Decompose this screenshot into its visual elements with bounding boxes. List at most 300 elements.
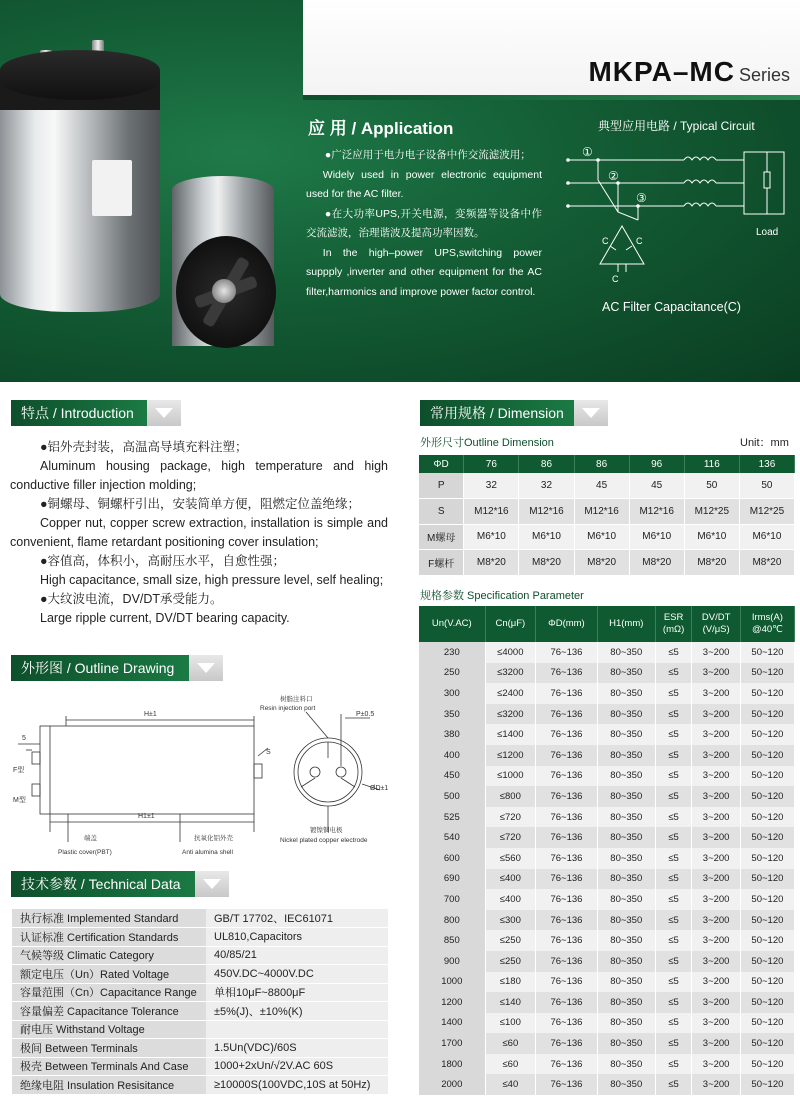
spec-cell: 80~350 <box>597 848 655 869</box>
spec-cell: 3~200 <box>692 930 740 951</box>
spec-cell: 80~350 <box>597 663 655 684</box>
dim-cell: M8*20 <box>629 550 684 576</box>
dim-cell: 45 <box>574 473 629 499</box>
section-header-label: 特点 / Introduction <box>11 400 147 426</box>
spec-cell: 80~350 <box>597 807 655 828</box>
dim-header-cell: 76 <box>464 455 519 473</box>
table-row <box>419 910 795 931</box>
table-row <box>419 992 795 1013</box>
electrode-cn-label: 镀镍铜电极 <box>310 827 343 834</box>
spec-cell: 3~200 <box>692 663 740 684</box>
spec-cell: 690 <box>419 869 485 890</box>
spec-cell: 50~120 <box>740 1013 794 1034</box>
spec-header-line: Un(V.AC) <box>431 618 472 629</box>
table-row <box>419 807 795 828</box>
spec-cell: ≤5 <box>655 704 692 725</box>
spec-cell: ≤40 <box>485 1074 535 1095</box>
spec-cell: ≤180 <box>485 972 535 993</box>
dim-cell: M8*20 <box>574 550 629 576</box>
application-paragraph: Widely used in power electronic equipment used for the AC filter. <box>306 168 542 200</box>
spec-cell: 76~136 <box>536 663 598 684</box>
spec-cell: 80~350 <box>597 827 655 848</box>
spec-cell: ≤5 <box>655 807 692 828</box>
spec-header-cell <box>536 606 598 642</box>
spec-cell: ≤5 <box>655 724 692 745</box>
dim-cell: M12*16 <box>574 499 629 525</box>
spec-cell: 50~120 <box>740 848 794 869</box>
spec-cell: ≤800 <box>485 786 535 807</box>
circuit-number-2: ② <box>608 169 619 183</box>
spec-cell: ≤100 <box>485 1013 535 1034</box>
spec-cell: 50~120 <box>740 807 794 828</box>
spec-cell: 50~120 <box>740 827 794 848</box>
table-row <box>419 499 795 525</box>
spec-cell: ≤400 <box>485 869 535 890</box>
spec-cell: 50~120 <box>740 704 794 725</box>
spec-cell: 900 <box>419 951 485 972</box>
tech-value: ≥10000S(100VDC,10S at 50Hz) <box>206 1076 388 1095</box>
spec-cell: 80~350 <box>597 1074 655 1095</box>
shell-cn-label: 抗氧化铝外壳 <box>194 835 233 842</box>
spec-cell: 80~350 <box>597 724 655 745</box>
spec-header-line: Cn(μF) <box>495 618 526 629</box>
spec-cell: 50~120 <box>740 992 794 1013</box>
dim-cell: 32 <box>464 473 519 499</box>
dim-header-cell: 136 <box>739 455 794 473</box>
dim-p-label: P±0.5 <box>356 711 375 718</box>
spec-cell: 50~120 <box>740 910 794 931</box>
dim-cell: M12*25 <box>739 499 794 525</box>
spec-cell: 76~136 <box>536 724 598 745</box>
spec-cell: 76~136 <box>536 1074 598 1095</box>
spec-cell: 76~136 <box>536 848 598 869</box>
cover-en-label: Plastic cover(PBT) <box>58 849 112 856</box>
spec-cell: ≤2400 <box>485 683 535 704</box>
spec-cell: 3~200 <box>692 704 740 725</box>
chevron-down-icon <box>195 871 229 897</box>
table-row <box>419 766 795 787</box>
unit-label: Unit：mm <box>740 437 789 449</box>
table-row <box>419 972 795 993</box>
dim-cell: M12*16 <box>519 499 574 525</box>
spec-cell: 76~136 <box>536 930 598 951</box>
spec-header-cell <box>597 606 655 642</box>
spec-cell: 3~200 <box>692 683 740 704</box>
shell-en-label: Anti alumina shell <box>182 849 233 856</box>
section-header-dimension <box>420 400 608 426</box>
tech-row <box>12 1039 388 1058</box>
series-title-sub: Series <box>738 65 790 85</box>
spec-cell: 76~136 <box>536 1013 598 1034</box>
spec-cell: 50~120 <box>740 869 794 890</box>
spec-cell: ≤5 <box>655 642 692 663</box>
spec-cell: 76~136 <box>536 1054 598 1075</box>
spec-header-line: (V/μS) <box>702 624 730 635</box>
spec-cell: 50~120 <box>740 1033 794 1054</box>
tech-key: 极间 Between Terminals <box>12 1039 206 1058</box>
circuit-cap-label: C <box>602 236 609 246</box>
spec-cell: 76~136 <box>536 972 598 993</box>
spec-cell: 50~120 <box>740 1054 794 1075</box>
tech-key: 容量范围（Cn）Capacitance Range <box>12 983 206 1002</box>
dim-header-cell: 116 <box>684 455 739 473</box>
resin-cn-label: 树脂注料口 <box>280 696 313 703</box>
spec-cell: 50~120 <box>740 930 794 951</box>
spec-cell: 1400 <box>419 1013 485 1034</box>
spec-cell: 3~200 <box>692 992 740 1013</box>
table-row <box>419 1013 795 1034</box>
table-row <box>419 1054 795 1075</box>
spec-cell: 850 <box>419 930 485 951</box>
tech-value: 1.5Un(VDC)/60S <box>206 1039 388 1058</box>
tech-key: 容量偏差 Capacitance Tolerance <box>12 1002 206 1021</box>
spec-cell: ≤5 <box>655 951 692 972</box>
intro-item-cn: ●大纹波电流，DV/DT承受能力。 <box>40 592 223 606</box>
spec-cell: 76~136 <box>536 807 598 828</box>
dim-cell: M12*16 <box>464 499 519 525</box>
spec-cell: ≤250 <box>485 951 535 972</box>
section-header-outline <box>11 655 223 681</box>
circuit-heading: 典型应用电路 / Typical Circuit <box>598 119 755 133</box>
table-row <box>419 683 795 704</box>
tech-row <box>12 1076 388 1095</box>
spec-cell: 80~350 <box>597 972 655 993</box>
spec-cell: ≤720 <box>485 827 535 848</box>
dim-cell: 50 <box>684 473 739 499</box>
spec-cell: 80~350 <box>597 786 655 807</box>
tech-value: UL810,Capacitors <box>206 928 388 947</box>
spec-cell: 50~120 <box>740 745 794 766</box>
spec-cell: 3~200 <box>692 786 740 807</box>
spec-cell: ≤4000 <box>485 642 535 663</box>
spec-header-cell <box>655 606 692 642</box>
spec-cell: 540 <box>419 827 485 848</box>
hero-banner <box>0 0 800 382</box>
tech-value <box>206 1020 388 1039</box>
spec-cell: ≤5 <box>655 889 692 910</box>
typical-circuit-diagram <box>560 140 796 290</box>
application-paragraph: ●广泛应用于电力电子设备中作交流滤波用； <box>324 149 531 161</box>
spec-cell: ≤60 <box>485 1054 535 1075</box>
circuit-cap-label: C <box>612 274 619 284</box>
spec-cell: 76~136 <box>536 704 598 725</box>
spec-header-line: @40℃ <box>751 624 783 635</box>
spec-cell: 50~120 <box>740 1074 794 1095</box>
spec-cell: 50~120 <box>740 766 794 787</box>
f-type-label: F型 <box>13 767 25 774</box>
spec-cell: 3~200 <box>692 724 740 745</box>
spec-cell: ≤300 <box>485 910 535 931</box>
intro-item-cn: ●铜螺母、铜螺杆引出，安装简单方便，阻燃定位盖绝缘； <box>40 497 361 511</box>
spec-cell: ≤720 <box>485 807 535 828</box>
spec-cell: ≤1200 <box>485 745 535 766</box>
circuit-cap-label: C <box>636 236 643 246</box>
spec-cell: 3~200 <box>692 910 740 931</box>
dim-cell: M6*10 <box>574 524 629 550</box>
spec-cell: ≤5 <box>655 869 692 890</box>
spec-header-cell <box>740 606 794 642</box>
dim-cell: M6*10 <box>464 524 519 550</box>
chevron-down-icon <box>189 655 223 681</box>
spec-cell: ≤5 <box>655 910 692 931</box>
spec-cell: 80~350 <box>597 745 655 766</box>
spec-cell: 700 <box>419 889 485 910</box>
spec-cell: 3~200 <box>692 766 740 787</box>
spec-cell: ≤400 <box>485 889 535 910</box>
application-text <box>306 146 542 302</box>
dim-cell: M8*20 <box>739 550 794 576</box>
spec-cell: ≤5 <box>655 992 692 1013</box>
dim-cell: M8*20 <box>684 550 739 576</box>
spec-cell: 3~200 <box>692 827 740 848</box>
spec-cell: ≤60 <box>485 1033 535 1054</box>
tech-row <box>12 928 388 947</box>
spec-cell: 50~120 <box>740 663 794 684</box>
dim-cell: M6*10 <box>739 524 794 550</box>
dim-s-label: S <box>266 749 271 756</box>
spec-cell: 3~200 <box>692 951 740 972</box>
spec-cell: 76~136 <box>536 745 598 766</box>
spec-cell: 1200 <box>419 992 485 1013</box>
dim-cell: 50 <box>739 473 794 499</box>
spec-cell: 2000 <box>419 1074 485 1095</box>
spec-cell: 76~136 <box>536 1033 598 1054</box>
series-title <box>588 56 790 88</box>
table-row <box>419 663 795 684</box>
spec-cell: 1000 <box>419 972 485 993</box>
circuit-load-label: Load <box>756 227 779 238</box>
dim-cell: M6*10 <box>519 524 574 550</box>
intro-item-cn: ●容值高，体积小，高耐压水平，自愈性强； <box>40 554 286 568</box>
circuit-caption: AC Filter Capacitance(C) <box>602 300 741 314</box>
tech-key: 耐电压 Withstand Voltage <box>12 1020 206 1039</box>
spec-cell: ≤5 <box>655 766 692 787</box>
spec-cell: ≤5 <box>655 663 692 684</box>
tech-key: 绝缘电阻 Insulation Resisitance <box>12 1076 206 1095</box>
table-row <box>419 473 795 499</box>
spec-cell: ≤5 <box>655 683 692 704</box>
series-title-main: MKPA–MC <box>588 56 735 87</box>
dim-header-cell: 86 <box>574 455 629 473</box>
outline-dimension-subheading: 外形尺寸Outline Dimension <box>420 437 554 449</box>
spec-cell: ≤5 <box>655 745 692 766</box>
spec-cell: 80~350 <box>597 683 655 704</box>
spec-cell: 3~200 <box>692 889 740 910</box>
spec-cell: ≤5 <box>655 1054 692 1075</box>
circuit-number-1: ① <box>582 145 593 159</box>
cover-cn-label: 端盖 <box>84 835 97 842</box>
spec-cell: 76~136 <box>536 786 598 807</box>
tech-key: 极壳 Between Terminals And Case <box>12 1057 206 1076</box>
section-header-introduction <box>11 400 181 426</box>
tech-row <box>12 909 388 928</box>
tech-row <box>12 1020 388 1039</box>
table-row <box>419 951 795 972</box>
spec-cell: 76~136 <box>536 992 598 1013</box>
spec-cell: 3~200 <box>692 745 740 766</box>
spec-header-cell <box>692 606 740 642</box>
spec-cell: ≤250 <box>485 930 535 951</box>
spec-cell: 80~350 <box>597 766 655 787</box>
capacitor-large-image <box>0 80 160 312</box>
spec-cell: 50~120 <box>740 642 794 663</box>
table-row <box>419 704 795 725</box>
chevron-down-icon <box>147 400 181 426</box>
table-row <box>419 745 795 766</box>
spec-cell: 50~120 <box>740 951 794 972</box>
spec-cell: 80~350 <box>597 951 655 972</box>
tech-key: 执行标准 Implemented Standard <box>12 909 206 928</box>
spec-cell: 50~120 <box>740 683 794 704</box>
tech-row <box>12 983 388 1002</box>
dim-cell: M6*10 <box>684 524 739 550</box>
table-row <box>419 827 795 848</box>
table-row <box>419 642 795 663</box>
application-paragraph: ●在大功率UPS,开关电源，变频器等设备中作交流滤波，治理谐波及提高功率因数。 <box>306 207 542 239</box>
spec-cell: ≤5 <box>655 848 692 869</box>
specification-table <box>419 606 795 1095</box>
spec-cell: 3~200 <box>692 1033 740 1054</box>
dim-cell: M8*20 <box>464 550 519 576</box>
dimension-table <box>419 455 795 576</box>
table-row <box>419 524 795 550</box>
spec-cell: 230 <box>419 642 485 663</box>
spec-cell: 800 <box>419 910 485 931</box>
tech-row <box>12 1002 388 1021</box>
table-row <box>419 1033 795 1054</box>
table-row <box>419 869 795 890</box>
tech-value: 1000+2xUn/√2V.AC 60S <box>206 1057 388 1076</box>
spec-cell: 80~350 <box>597 889 655 910</box>
tech-row <box>12 1057 388 1076</box>
table-row <box>419 724 795 745</box>
spec-cell: ≤5 <box>655 786 692 807</box>
spec-header-line: Irms(A) <box>751 612 783 623</box>
dim-header-cell: 86 <box>519 455 574 473</box>
tech-value: ±5%(J)、±10%(K) <box>206 1002 388 1021</box>
spec-cell: 3~200 <box>692 1013 740 1034</box>
spec-cell: ≤3200 <box>485 704 535 725</box>
m-type-label: M型 <box>13 797 26 804</box>
intro-item-cn: ●铝外壳封装，高温高导填充料注塑； <box>40 440 248 454</box>
dim-cell: M螺母 <box>419 524 464 550</box>
intro-item-en: Large ripple current, DV/DT bearing capacity. <box>40 611 290 625</box>
spec-cell: ≤140 <box>485 992 535 1013</box>
dim-cell: M12*25 <box>684 499 739 525</box>
table-row <box>419 1074 795 1095</box>
spec-cell: 600 <box>419 848 485 869</box>
spec-cell: ≤3200 <box>485 663 535 684</box>
chevron-down-icon <box>574 400 608 426</box>
dim-cell: 32 <box>519 473 574 499</box>
spec-cell: 76~136 <box>536 869 598 890</box>
tech-value: 单相10μF~8800μF <box>206 983 388 1002</box>
dim-5-label: 5 <box>22 735 26 742</box>
spec-cell: 50~120 <box>740 972 794 993</box>
spec-cell: 80~350 <box>597 1013 655 1034</box>
spec-header-cell <box>485 606 535 642</box>
tech-key: 额定电压（Un）Rated Voltage <box>12 965 206 984</box>
spec-cell: ≤5 <box>655 1013 692 1034</box>
table-row <box>419 889 795 910</box>
dim-h-label: H±1 <box>144 711 157 718</box>
spec-cell: 80~350 <box>597 992 655 1013</box>
spec-cell: 76~136 <box>536 766 598 787</box>
spec-cell: ≤1400 <box>485 724 535 745</box>
capacitor-small-hub <box>212 279 236 303</box>
spec-cell: 400 <box>419 745 485 766</box>
spec-header-line: (mΩ) <box>662 624 685 635</box>
dim-od-label: ØD±1 <box>370 785 388 792</box>
spec-cell: 80~350 <box>597 1054 655 1075</box>
tech-row <box>12 946 388 965</box>
spec-cell: 80~350 <box>597 704 655 725</box>
spec-cell: ≤560 <box>485 848 535 869</box>
capacitor-sticker <box>92 160 132 216</box>
section-header-label: 外形图 / Outline Drawing <box>11 655 189 681</box>
tech-value: 40/85/21 <box>206 946 388 965</box>
spec-header-line: H1(mm) <box>609 618 644 629</box>
spec-cell: 76~136 <box>536 642 598 663</box>
section-header-label: 技术参数 / Technical Data <box>11 871 195 897</box>
intro-item-en: High capacitance, small size, high pressure level, self healing; <box>40 573 384 587</box>
spec-cell: ≤5 <box>655 827 692 848</box>
table-row <box>419 930 795 951</box>
tech-row <box>12 965 388 984</box>
spec-parameter-subheading: 规格参数 Specification Parameter <box>420 590 584 602</box>
spec-cell: 76~136 <box>536 889 598 910</box>
spec-cell: 76~136 <box>536 951 598 972</box>
dim-h1-label: H1±1 <box>138 813 155 820</box>
intro-item-en: Copper nut, copper screw extraction, installation is simple and convenient, flame retardant positioning cover insulation; <box>10 516 388 549</box>
dim-header-cell: ΦD <box>419 455 464 473</box>
spec-cell: 300 <box>419 683 485 704</box>
spec-cell: 1700 <box>419 1033 485 1054</box>
spec-cell: 500 <box>419 786 485 807</box>
spec-cell: 350 <box>419 704 485 725</box>
dim-cell: P <box>419 473 464 499</box>
spec-cell: 80~350 <box>597 869 655 890</box>
table-row <box>419 786 795 807</box>
dim-header-cell: 96 <box>629 455 684 473</box>
title-bar <box>303 0 800 100</box>
resin-en-label: Resin injection port <box>260 705 316 712</box>
spec-cell: 50~120 <box>740 724 794 745</box>
spec-header-cell <box>419 606 485 642</box>
introduction-list <box>10 438 388 628</box>
tech-value: 450V.DC~4000V.DC <box>206 965 388 984</box>
application-heading: 应 用 / Application <box>308 119 454 138</box>
spec-cell: 3~200 <box>692 869 740 890</box>
spec-cell: ≤1000 <box>485 766 535 787</box>
spec-cell: 3~200 <box>692 807 740 828</box>
outline-drawing <box>10 692 388 862</box>
electrode-en-label: Nickel plated copper electrode <box>280 837 368 844</box>
dim-cell: F螺杆 <box>419 550 464 576</box>
spec-cell: ≤5 <box>655 1074 692 1095</box>
spec-cell: 50~120 <box>740 786 794 807</box>
technical-data-table <box>12 909 388 1095</box>
dim-cell: 45 <box>629 473 684 499</box>
dim-cell: S <box>419 499 464 525</box>
table-row <box>419 550 795 576</box>
intro-item-en: Aluminum housing package, high temperature and high conductive filler injection molding; <box>10 459 388 492</box>
spec-cell: 3~200 <box>692 1074 740 1095</box>
spec-cell: 50~120 <box>740 889 794 910</box>
spec-cell: 250 <box>419 663 485 684</box>
spec-cell: 3~200 <box>692 1054 740 1075</box>
spec-cell: 80~350 <box>597 930 655 951</box>
